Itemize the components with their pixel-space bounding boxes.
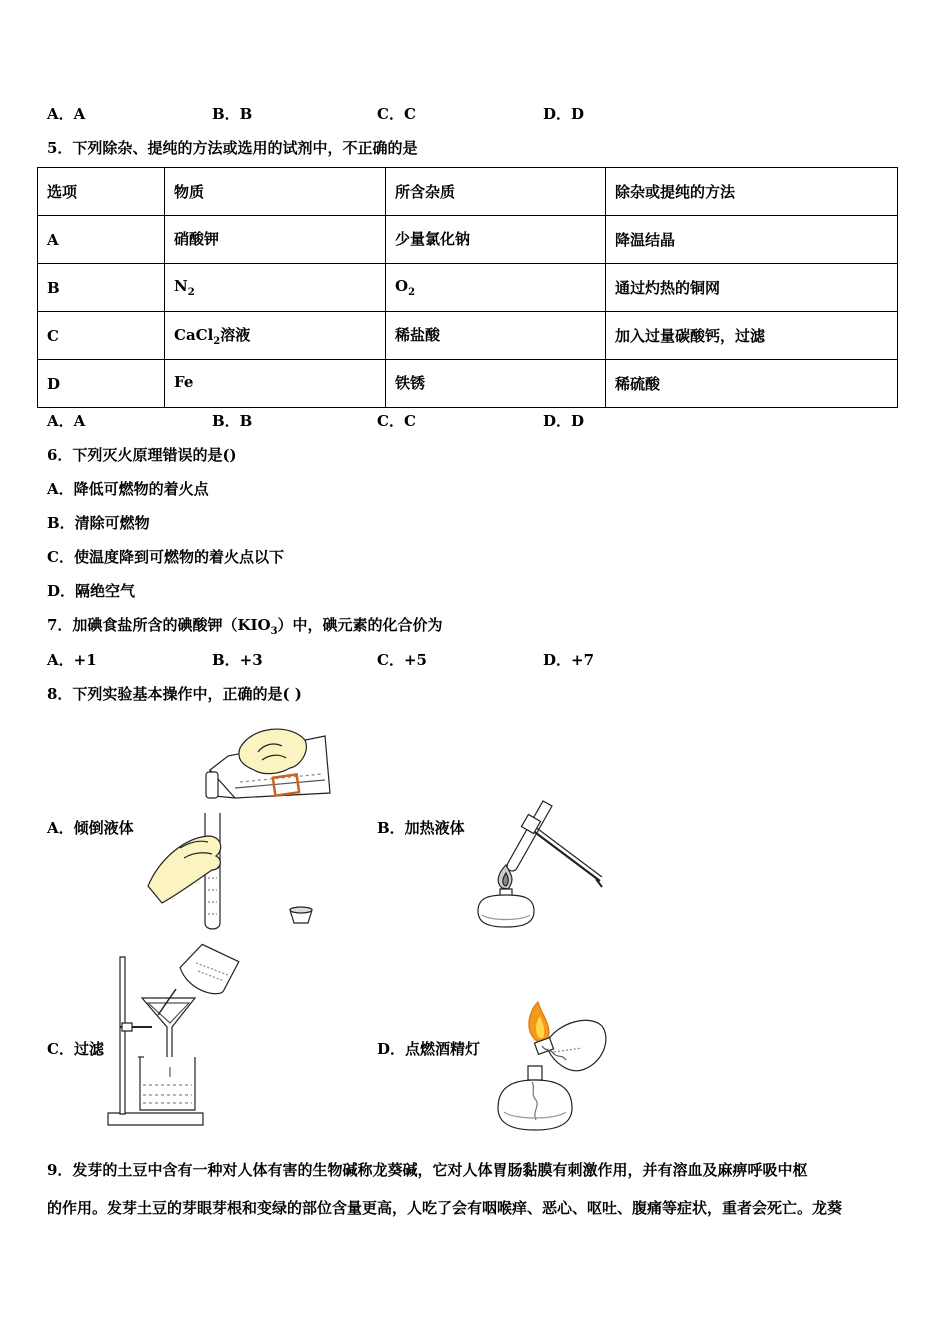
cell-subscript: 2 [408,287,416,298]
table-row [38,216,898,264]
q9-text-line-1: 9．发芽的土豆中含有一种对人体有害的生物碱称龙葵碱，它对人体胃肠黏膜有刺激作用，并有溶血及麻痹呼吸中枢 [47,1161,808,1179]
q9-text-line-2: 的作用。发芽土豆的芽眼芽根和变绿的部位含量更高，人吃了会有咽喉痒、恶心、呕吐、腹痛等症状，重者会死亡。龙葵 [47,1199,843,1217]
cell-text: 铁锈 [395,374,426,392]
cell-text: 溶液 [220,326,251,344]
table-cell [386,312,606,360]
q7-question [47,614,443,637]
table-header-cell: 物质 [165,168,386,216]
table-header-cell: 选项 [38,168,165,216]
table-cell: 稀硫酸 [606,360,898,408]
q8-option-c[interactable]: C．过滤 [47,1040,104,1058]
cell-text: 硝酸钾 [174,230,220,248]
cell-subscript: 2 [213,336,221,347]
q7-option-d[interactable]: D．+7 [543,651,595,669]
table-cell [165,360,386,408]
q6-option-a[interactable]: A．降低可燃物的着火点 [47,480,209,498]
pouring-liquid-figure [140,718,340,933]
table-cell [165,312,386,360]
table-cell: 通过灼热的铜网 [606,264,898,312]
q6-question: 6．下列灭火原理错误的是() [47,446,237,464]
table-cell [386,360,606,408]
table-row [38,264,898,312]
table-cell: 加入过量碳酸钙，过滤 [606,312,898,360]
q8-question: 8．下列实验基本操作中，正确的是( ) [47,685,302,703]
q7-question-subscript: 3 [270,626,278,637]
q8-option-d[interactable]: D．点燃酒精灯 [377,1040,481,1058]
heating-liquid-figure [468,793,608,933]
q4-option-c[interactable]: C．C [377,105,416,123]
q5-table [37,167,898,408]
cell-text: N [174,277,188,295]
q5-option-a[interactable]: A．A [47,412,86,430]
q8-option-b[interactable]: B．加热液体 [377,819,465,837]
q4-option-b[interactable]: B．B [212,105,253,123]
q7-question-text-end: ）中，碘元素的化合价为 [277,616,443,634]
table-cell [165,264,386,312]
q7-option-c[interactable]: C．+5 [377,651,427,669]
cell-text: 少量氯化钠 [395,230,471,248]
table-cell: C [38,312,165,360]
cell-text: O [395,277,409,295]
lighting-lamp-figure [490,1000,620,1135]
table-header-cell: 除杂或提纯的方法 [606,168,898,216]
table-row [38,312,898,360]
q4-option-a[interactable]: A．A [47,105,86,123]
q5-option-c[interactable]: C．C [377,412,416,430]
q5-question: 5．下列除杂、提纯的方法或选用的试剂中，不正确的是 [47,139,418,157]
q7-option-a[interactable]: A．+1 [47,651,97,669]
table-header-cell: 所含杂质 [386,168,606,216]
q6-option-b[interactable]: B．清除可燃物 [47,514,150,532]
table-cell: 降温结晶 [606,216,898,264]
q6-option-c[interactable]: C．使温度降到可燃物的着火点以下 [47,548,284,566]
table-cell [165,216,386,264]
q4-option-d[interactable]: D．D [543,105,585,123]
table-header-row [38,168,898,216]
q5-option-d[interactable]: D．D [543,412,585,430]
q8-option-a[interactable]: A．倾倒液体 [47,819,134,837]
table-row [38,360,898,408]
q7-question-text: 7．加碘食盐所含的碘酸钾（KIO [47,616,271,634]
cell-subscript: 2 [187,287,195,298]
table-cell: D [38,360,165,408]
table-cell [386,264,606,312]
table-cell: A [38,216,165,264]
cell-text: Fe [174,373,194,391]
q6-option-d[interactable]: D．隔绝空气 [47,582,136,600]
q5-option-b[interactable]: B．B [212,412,253,430]
q7-option-b[interactable]: B．+3 [212,651,263,669]
cell-text: CaCl [174,326,214,344]
filtration-figure [100,945,250,1130]
table-cell [386,216,606,264]
table-cell: B [38,264,165,312]
cell-text: 稀盐酸 [395,326,441,344]
